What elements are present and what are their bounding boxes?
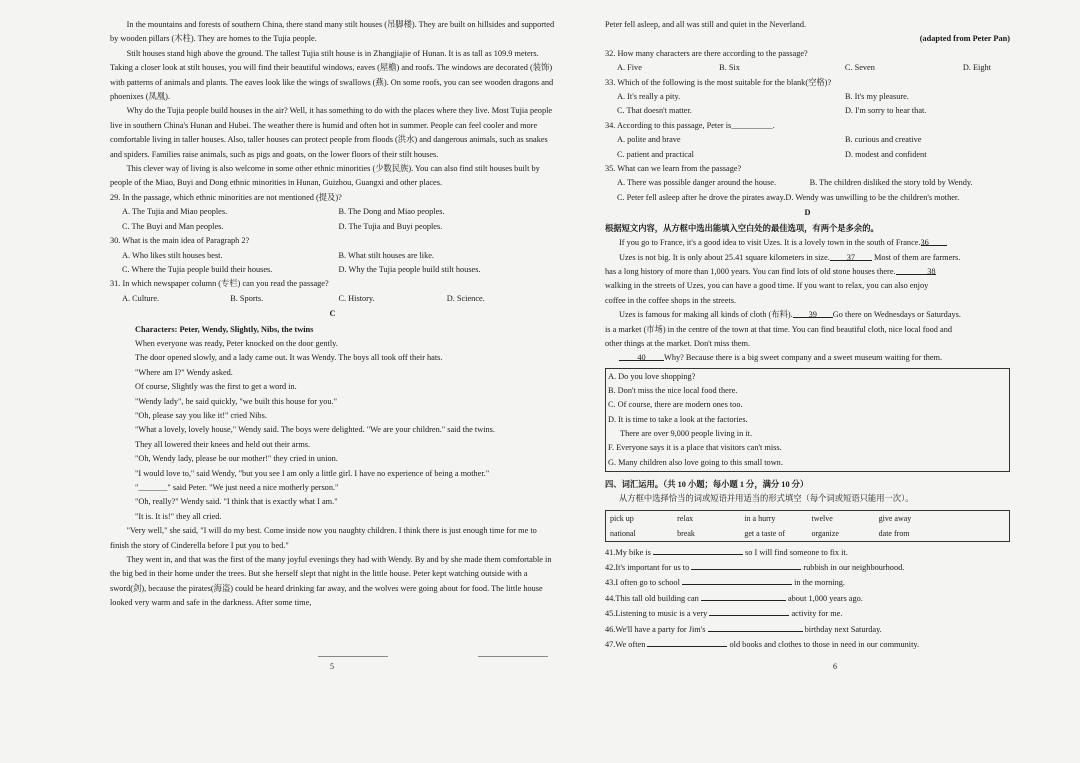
- blank-36: 36: [921, 236, 947, 246]
- option: A. polite and brave: [617, 135, 681, 145]
- adapted-note: (adapted from Peter Pan): [919, 34, 1010, 44]
- option: A. There was possible danger around the house.: [617, 178, 777, 188]
- blank-37: 37: [830, 251, 872, 261]
- passage-d-line: [605, 251, 1010, 265]
- question-text: about 1,000 years ago.: [787, 593, 863, 603]
- word-spacer: [942, 511, 1009, 526]
- box-option: F. Everyone says it is a place that visitors can't miss.: [608, 443, 782, 453]
- question-32-stem: 32. How many characters are there according to the passage?: [605, 48, 808, 58]
- right-page: [605, 18, 1010, 668]
- question-33-options: [617, 90, 1010, 104]
- story-line: The door opened slowly, and a lady came out. It was Wendy. The boys all took off their hats.: [135, 353, 443, 363]
- word: pick up: [610, 513, 634, 523]
- passage-d-line: is a market (市场) in the centre of the town at that time. You can find beautiful cloth, nice local food and: [605, 324, 952, 334]
- page-number-left: 5: [330, 662, 334, 671]
- section-c-heading: C: [329, 309, 336, 319]
- question-46: [605, 622, 1010, 637]
- question-text: 46.We'll have a party for Jim's: [605, 624, 706, 634]
- question-29-options: [122, 205, 555, 219]
- question-34-options: [617, 133, 1010, 147]
- question-34-stem: 34. According to this passage, Peter is__________.: [605, 120, 775, 130]
- passage-b-paragraph-3: Why do the Tujia people build houses in the air? Well, it has something to do with the places where they live. Most Tujia people live in southern China's Hunan and Hubei. The weather there is humid and often hot in summer. People can feel cooler and more comfortable living in taller houses. Also, taller houses can protect people from floods (洪水) and dangerous animals, such as snakes and spiders. Families raise animals, such as pigs and goats, on the lower floors of their stilt houses.: [110, 106, 553, 159]
- footer-rule: [478, 656, 548, 657]
- story-line: "Oh, really?" Wendy said. "I think that is exactly what I am.": [135, 497, 338, 507]
- option: D. I'm sorry to hear that.: [844, 106, 927, 116]
- option: C. That doesn't matter.: [617, 106, 692, 116]
- story-ending: Peter fell asleep, and all was still and quiet in the Neverland.: [605, 20, 807, 29]
- word-box: [605, 510, 1010, 542]
- word: break: [677, 528, 695, 538]
- option: B. The Dong and Miao peoples.: [338, 207, 445, 217]
- word-spacer: [942, 526, 1009, 541]
- question-42: [605, 560, 1010, 575]
- option: D. Why the Tujia people build stilt houses.: [338, 264, 481, 274]
- option: C. Where the Tujia people build their houses.: [122, 264, 273, 274]
- answer-blank[interactable]: [701, 591, 786, 601]
- passage-text: Go there on Wednesdays or Saturdays.: [832, 310, 961, 320]
- story-line: "I would love to," said Wendy, "but you see I am only a little girl. I have no experience of being a mother.": [135, 468, 490, 478]
- characters-line: Characters: Peter, Wendy, Slightly, Nibs, the twins: [135, 324, 314, 334]
- question-text: 43.I often go to school: [605, 578, 680, 588]
- box-option: There are over 9,000 people living in it.: [620, 428, 753, 438]
- story-line: "What a lovely, lovely house," Wendy said. The boys were delighted. "We are your children." said the twins.: [135, 425, 495, 435]
- option: A. It's really a pity.: [617, 92, 681, 102]
- passage-text: Uzes is famous for making all kinds of cloth (布料).: [619, 310, 793, 320]
- box-option: G. Many children also love going to this small town.: [608, 457, 783, 467]
- story-dialogue: [110, 337, 555, 524]
- story-line: They all lowered their knees and held out their arms.: [135, 439, 311, 449]
- passage-text: Most of them are farmers.: [873, 252, 961, 262]
- option: A. Who likes stilt houses best.: [122, 250, 223, 260]
- story-paragraph: "Very well," she said, "I will do my best. Come inside now you naughty children. I think there is just enough time for me to finish the story of Cinderella before I put you to bed.": [110, 526, 537, 550]
- options-box: [605, 368, 1010, 472]
- page-number-right: 6: [833, 662, 837, 671]
- question-30-options: [122, 263, 555, 277]
- question-44: [605, 591, 1010, 606]
- question-33-options: [617, 104, 1010, 118]
- answer-blank[interactable]: [647, 637, 727, 647]
- passage-d-line: [605, 236, 1010, 250]
- option: D. Science.: [446, 293, 485, 303]
- passage-d-line: [605, 265, 1010, 279]
- story-line: "It is. It is!" they all cried.: [135, 511, 222, 521]
- story-line: Of course, Slightly was the first to get a word in.: [135, 382, 297, 392]
- word: date from: [878, 528, 910, 538]
- question-35-stem: 35. What can we learn from the passage?: [605, 164, 742, 174]
- passage-d-line: coffee in the coffee shops in the streets.: [605, 295, 737, 305]
- question-text: rubbish in our neighbourhood.: [803, 563, 905, 573]
- passage-b-paragraph-2: Stilt houses stand high above the ground. The tallest Tujia stilt house is in Zhangjiajie of Hunan. It is as tall as 109.9 meters. Taking a closer look at stilt houses, you will find their beautiful windows, eaves (屋檐) and roofs. The windows are decorated (装饰) with patterns of animals and plants. The eaves look like the wings of swallows (燕). On some roofs, you can see wooden dragons and phoenixes (凤凰).: [110, 48, 554, 102]
- question-text: old books and clothes to those in need in our community.: [729, 640, 920, 650]
- word: twelve: [811, 513, 833, 523]
- option: D. Wendy was unwilling to be the children's mother.: [785, 192, 960, 202]
- question-text: 47.We often: [605, 640, 646, 650]
- question-text: in the morning.: [794, 578, 845, 588]
- word: organize: [811, 528, 839, 538]
- story-line: "Wendy lady", he said quickly, "we built this house for you.": [135, 396, 337, 406]
- story-line: "Oh, please say you like it!" cried Nibs.: [135, 410, 267, 420]
- question-33-stem: 33. Which of the following is the most suitable for the blank(空格)?: [605, 77, 832, 87]
- passage-d-line: [605, 308, 1010, 322]
- option: B. What stilt houses are like.: [338, 250, 434, 260]
- passage-d-line: walking in the streets of Uzes, you can have a good time. If you want to relax, you can also enjoy: [605, 281, 929, 291]
- question-35-options: [617, 191, 1010, 205]
- blank-39: 39: [793, 308, 833, 318]
- section-d-heading: D: [804, 208, 811, 218]
- story-line: "Where am I?" Wendy asked.: [135, 367, 233, 377]
- option: C. The Buyi and Man peoples.: [122, 221, 224, 231]
- answer-blank[interactable]: [708, 622, 803, 632]
- passage-d-line: [605, 351, 1010, 365]
- box-option: A. Do you love shopping?: [608, 371, 696, 381]
- question-29-stem: 29. In the passage, which ethnic minorities are not mentioned (提及)?: [110, 192, 342, 202]
- passage-b-paragraph-1: In the mountains and forests of southern China, there stand many stilt houses (吊脚楼). They are built on hillsides and supported by wooden pillars (木柱). They are homes to the Tujia people.: [110, 20, 555, 44]
- section-4-title: 四、词汇运用。（共 10 小题；每小题 1 分，满分 10 分）: [605, 479, 809, 489]
- passage-text: If you go to France, it's a good idea to visit Uzes. It is a lovely town in the south of France.: [619, 238, 921, 248]
- question-32-options: [617, 61, 1010, 75]
- question-45: [605, 606, 1010, 621]
- question-text: 41.My bike is: [605, 547, 651, 557]
- passage-text: has a long history of more than 1,000 years. You can find lots of old stone houses there.: [605, 266, 896, 276]
- story-paragraph: They went in, and that was the first of the many joyful evenings they had with Wendy. By and by she made them comfortable in the big bed in their home under the trees. But she herself slept that night in the little house. Peter kept watching outside with a sword(剑), because the pirates(海盗) could be heard drinking far away, and the wolves were going about for food. The little house looked very warm and safe in the darkness. After some time,: [110, 555, 552, 608]
- answer-blank[interactable]: [682, 575, 792, 585]
- option: A. Culture.: [122, 293, 160, 303]
- question-47: [605, 637, 1010, 652]
- question-text: 45.Listening to music is a very: [605, 609, 708, 619]
- word: relax: [677, 513, 694, 523]
- word: give away: [878, 513, 912, 523]
- option: D. The Tujia and Buyi peoples.: [338, 221, 443, 231]
- box-option: C. Of course, there are modern ones too.: [608, 400, 743, 410]
- option: D. modest and confident: [844, 149, 927, 159]
- question-31-options: [122, 292, 555, 306]
- passage-text: Why? Because there is a big sweet company and a sweet museum waiting for them.: [664, 353, 943, 363]
- answer-blank[interactable]: [691, 560, 801, 570]
- blank-40: 40: [619, 351, 664, 361]
- question-34-options: [617, 148, 1010, 162]
- section-d-instruction: 根据短文内容，从方框中选出能填入空白处的最佳选项，有两个是多余的。: [605, 223, 879, 233]
- question-text: activity for me.: [791, 609, 843, 619]
- word: national: [610, 528, 636, 538]
- question-35-options: [617, 176, 1010, 190]
- question-text: so I will find someone to fix it.: [745, 547, 848, 557]
- question-30-options: [122, 249, 555, 263]
- word: get a taste of: [744, 528, 785, 538]
- question-43: [605, 575, 1010, 590]
- question-31-stem: 31. In which newspaper column (专栏) can you read the passage?: [110, 279, 329, 289]
- box-option: B. Don't miss the nice local food there.: [608, 386, 738, 396]
- option: B. The children disliked the story told by Wendy.: [809, 178, 973, 188]
- footer-rule: [318, 656, 388, 657]
- option: A. The Tujia and Miao peoples.: [122, 207, 228, 217]
- answer-blank[interactable]: [709, 606, 789, 616]
- passage-b-paragraph-4: This clever way of living is also welcome in some other ethnic minorities (少数民族). You can also find stilt houses built by people of the Miao, Buyi and Dong ethnic minorities in Hunan, Guizhou, Guangxi and other places.: [110, 164, 540, 188]
- option: B. Sports.: [230, 293, 264, 303]
- option: A. Five: [617, 63, 642, 73]
- passage-d-line: other things at the market. Don't miss them.: [605, 338, 751, 348]
- question-30-stem: 30. What is the main idea of Paragraph 2?: [110, 236, 250, 246]
- question-41: [605, 545, 1010, 560]
- option: C. Seven: [844, 63, 875, 73]
- option: B. curious and creative: [844, 135, 922, 145]
- option: B. Six: [719, 63, 740, 73]
- box-option: D. It is time to take a look at the factories.: [608, 414, 748, 424]
- option: D. Eight: [962, 63, 991, 73]
- option: C. History.: [338, 293, 375, 303]
- question-text: birthday next Saturday.: [804, 624, 882, 634]
- option: C. Peter fell asleep after he drove the pirates away.: [617, 192, 786, 202]
- left-page: [110, 18, 555, 668]
- answer-blank[interactable]: [653, 545, 743, 555]
- option: C. patient and practical: [617, 149, 694, 159]
- passage-text: Uzes is not big. It is only about 25.41 square kilometers in size.: [619, 252, 830, 262]
- word: in a hurry: [744, 513, 776, 523]
- question-29-options: [122, 220, 555, 234]
- question-text: 44.This tall old building can: [605, 593, 699, 603]
- question-text: 42.It's important for us to: [605, 563, 690, 573]
- story-line: "Oh, Wendy lady, please be our mother!" they cried in union.: [135, 454, 338, 464]
- section-4-instruction: 从方框中选择恰当的词或短语并用适当的形式填空（每个词或短语只能用一次）。: [619, 494, 914, 504]
- option: B. It's my pleasure.: [844, 92, 909, 102]
- blank-38: 38: [896, 265, 936, 275]
- story-line: "_______" said Peter. "We just need a nice motherly person.": [135, 483, 339, 492]
- story-line: When everyone was ready, Peter knocked on the door gently.: [135, 338, 338, 348]
